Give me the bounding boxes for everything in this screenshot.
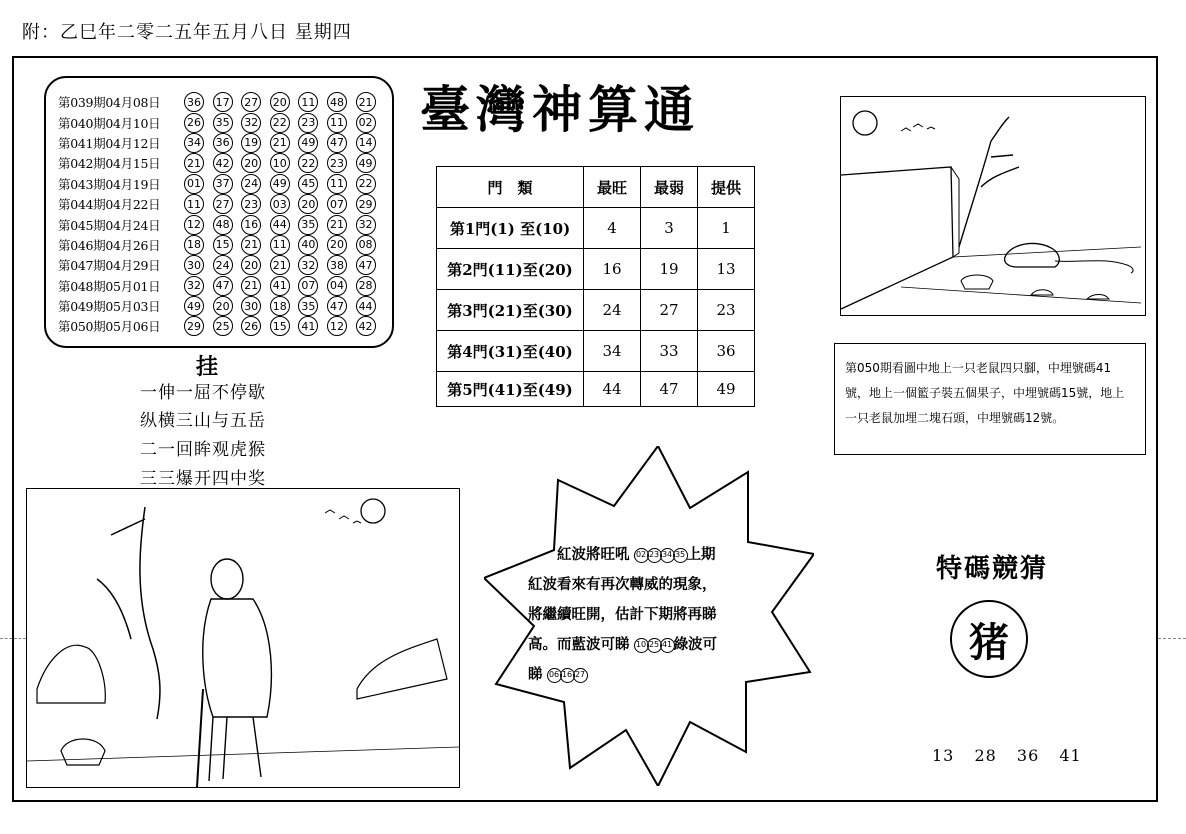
history-row [58,235,392,255]
history-number: 47 [213,276,233,296]
history-number: 41 [298,316,318,336]
header-date: 附：乙巳年二零二五年五月八日 星期四 [22,22,352,43]
history-number: 11 [327,174,347,194]
zodiac-text: 猪 [969,619,1009,666]
history-period: 第049期05月03日 [58,299,161,315]
fruit-basket [961,275,993,289]
wave-number: 02 [634,548,649,563]
history-number: 07 [298,276,318,296]
star-line-4-suffix: 綠波可 [673,637,718,653]
wave-number: 23 [647,548,662,563]
history-number: 12 [327,316,347,336]
header-give: 提供 [698,167,755,208]
history-number: 23 [241,194,261,214]
history-number: 16 [241,215,261,235]
history-numbers [184,153,384,173]
poem-line: 纵横三山与五岳 [140,411,266,431]
page-title: 臺灣神算通 [420,80,700,139]
table-row [437,208,755,249]
give-value: 13 [698,249,755,290]
history-number: 23 [298,113,318,133]
history-number: 23 [327,153,347,173]
history-number: 32 [184,276,204,296]
history-number: 28 [356,276,376,296]
history-number: 29 [356,194,376,214]
history-number: 20 [270,92,290,112]
history-period: 第041期04月12日 [58,135,161,151]
history-number: 27 [213,194,233,214]
special-numbers: 13 28 36 41 [932,746,1082,765]
history-number: 01 [184,174,204,194]
min-value: 3 [641,208,698,249]
door-label: 第5門(41)至(49) [437,372,584,407]
history-number: 36 [184,92,204,112]
history-row [58,92,392,112]
hint-box [834,343,1146,455]
history-period: 第050期05月06日 [58,319,161,335]
moon-icon [361,499,385,523]
history-row [58,153,392,173]
wave-number: 34 [660,548,675,563]
history-period: 第044期04月22日 [58,197,161,213]
red-wave-numbers [635,547,687,563]
rock-left [37,645,105,703]
history-number: 44 [356,296,376,316]
min-value: 19 [641,249,698,290]
max-value: 4 [584,208,641,249]
history-number: 49 [298,133,318,153]
max-value: 16 [584,249,641,290]
history-number: 21 [270,133,290,153]
history-number: 42 [213,153,233,173]
history-numbers [184,174,384,194]
history-period: 第048期05月01日 [58,278,161,294]
history-number: 47 [327,296,347,316]
history-number: 29 [184,316,204,336]
history-number: 49 [270,174,290,194]
birds-icon [901,124,935,131]
header-max: 最旺 [584,167,641,208]
history-number: 21 [184,153,204,173]
min-value: 47 [641,372,698,407]
history-number: 32 [298,255,318,275]
wave-number: 10 [634,638,649,653]
poem-line: 一伸一屈不停歇 [140,383,266,403]
poem-title: 挂 [196,354,219,380]
history-number: 10 [270,153,290,173]
history-number: 49 [356,153,376,173]
door-label: 第4門(31)至(40) [437,331,584,372]
history-number: 21 [270,255,290,275]
history-row [58,316,392,336]
history-number: 15 [270,316,290,336]
history-number: 14 [356,133,376,153]
history-number: 19 [241,133,261,153]
star-line-5 [528,660,778,690]
wave-analysis-text [528,540,778,690]
green-wave-numbers [548,667,587,683]
history-period: 第047期04月29日 [58,258,161,274]
history-period: 第045期04月24日 [58,217,161,233]
history-number: 30 [241,296,261,316]
max-value: 24 [584,290,641,331]
star-line-2: 紅波看來有再次轉威的現象， [528,577,717,593]
history-period: 第040期04月10日 [58,115,161,131]
history-number: 35 [298,215,318,235]
history-number: 03 [270,194,290,214]
rat-scene-drawing [841,97,1145,315]
history-number: 21 [327,215,347,235]
sun-icon [853,111,877,135]
history-number: 26 [241,316,261,336]
history-number: 11 [298,92,318,112]
history-number: 37 [213,174,233,194]
history-number: 25 [213,316,233,336]
history-number: 18 [270,296,290,316]
star-line-3: 將繼續旺開，估計下期將再睇 [528,607,717,623]
table-header-row [437,167,755,208]
star-line-1 [528,540,778,570]
star-line-1-suffix: 上期 [686,547,716,563]
fold-mark-right [1158,638,1186,639]
walking-stick [197,689,203,787]
history-row [58,194,392,214]
star-line-1-prefix: 紅波將旺吼 [557,547,630,563]
history-number: 32 [356,215,376,235]
history-row [58,255,392,275]
history-period: 第043期04月19日 [58,176,161,192]
monk-scene-drawing [27,489,459,787]
blue-wave-numbers [635,637,674,653]
history-number: 30 [184,255,204,275]
history-numbers [184,194,384,214]
history-number: 24 [213,255,233,275]
poem-line: 三三爆开四中奖 [140,469,266,489]
history-number: 22 [298,153,318,173]
header-min: 最弱 [641,167,698,208]
give-value: 1 [698,208,755,249]
fold-mark-left [0,638,26,639]
history-number: 20 [213,296,233,316]
table-row [437,372,755,407]
history-number: 21 [241,276,261,296]
wave-number: 16 [560,668,575,683]
history-number: 36 [213,133,233,153]
history-numbers [184,316,384,336]
rat-body [1005,243,1060,267]
history-number: 26 [184,113,204,133]
star-line-4 [528,630,778,660]
history-number: 45 [298,174,318,194]
history-results-box [44,76,394,348]
wave-number: 06 [547,668,562,683]
rat-tail [1055,261,1133,273]
history-number: 12 [184,215,204,235]
history-number: 38 [327,255,347,275]
table-row [437,331,755,372]
min-value: 33 [641,331,698,372]
door-category-table [436,166,755,407]
history-number: 11 [327,113,347,133]
wave-number: 35 [673,548,688,563]
history-number: 04 [327,276,347,296]
monk-head [211,559,243,599]
history-number: 49 [184,296,204,316]
history-number: 20 [241,255,261,275]
history-numbers [184,92,384,112]
rock-right [357,639,447,699]
history-numbers [184,133,384,153]
wall-outline [841,167,953,309]
history-number: 08 [356,235,376,255]
table-row [437,249,755,290]
door-label: 第3門(21)至(30) [437,290,584,331]
history-number: 22 [270,113,290,133]
history-number: 20 [327,235,347,255]
history-number: 20 [298,194,318,214]
history-numbers [184,113,384,133]
monk-legs [209,717,261,781]
history-number: 22 [356,174,376,194]
history-number: 32 [241,113,261,133]
give-value: 49 [698,372,755,407]
history-number: 24 [241,174,261,194]
history-number: 11 [184,194,204,214]
history-number: 48 [327,92,347,112]
history-row [58,214,392,234]
history-number: 47 [356,255,376,275]
star-line-4-prefix: 高。而藍波可睇 [528,637,630,653]
min-value: 27 [641,290,698,331]
max-value: 44 [584,372,641,407]
history-row [58,296,392,316]
history-number: 34 [184,133,204,153]
ground-lines [901,247,1141,303]
birds-icon [325,510,361,523]
history-number: 44 [270,215,290,235]
hint-text: 第050期看圖中地上一只老鼠四只腳，中埋號碼41號，地上一個籃子裝五個果子，中埋號碼15號，地上一只老鼠加埋二塊石頭，中埋號碼12號。 [845,361,1125,425]
history-number: 18 [184,235,204,255]
history-number: 40 [298,235,318,255]
history-number: 21 [241,235,261,255]
poem-line: 二一回眸观虎猴 [140,440,266,460]
max-value: 34 [584,331,641,372]
wave-number: 25 [647,638,662,653]
ground-line [27,747,459,761]
history-row [58,112,392,132]
tree-trunk [97,507,160,719]
history-period: 第042期04月15日 [58,156,161,172]
history-number: 11 [270,235,290,255]
history-number: 20 [241,153,261,173]
history-number: 21 [356,92,376,112]
history-number: 35 [213,113,233,133]
stones [1031,290,1109,299]
star-line-5-prefix: 睇 [528,667,543,683]
history-numbers [184,296,384,316]
history-numbers [184,235,384,255]
history-numbers [184,255,384,275]
history-number: 47 [327,133,347,153]
history-row [58,174,392,194]
monk-body [203,599,272,717]
give-value: 23 [698,290,755,331]
history-numbers [184,215,384,235]
history-number: 35 [298,296,318,316]
monk-illustration [26,488,460,788]
fruit-basket [61,739,105,765]
header-category: 門 類 [437,167,584,208]
tree-branch [959,117,1019,247]
history-number: 15 [213,235,233,255]
history-period: 第039期04月08日 [58,95,161,111]
history-number: 07 [327,194,347,214]
wave-number: 27 [573,668,588,683]
history-number: 42 [356,316,376,336]
history-number: 17 [213,92,233,112]
history-numbers [184,276,384,296]
door-label: 第1門(1) 至(10) [437,208,584,249]
table-row [437,290,755,331]
rat-illustration [840,96,1146,316]
special-guess-title: 特碼競猜 [936,554,1049,584]
history-period: 第046期04月26日 [58,237,161,253]
wave-number: 41 [660,638,675,653]
history-number: 48 [213,215,233,235]
give-value: 36 [698,331,755,372]
history-number: 41 [270,276,290,296]
history-row [58,276,392,296]
history-number: 27 [241,92,261,112]
history-row [58,133,392,153]
zodiac-circle [950,600,1028,678]
history-number: 02 [356,113,376,133]
door-label: 第2門(11)至(20) [437,249,584,290]
